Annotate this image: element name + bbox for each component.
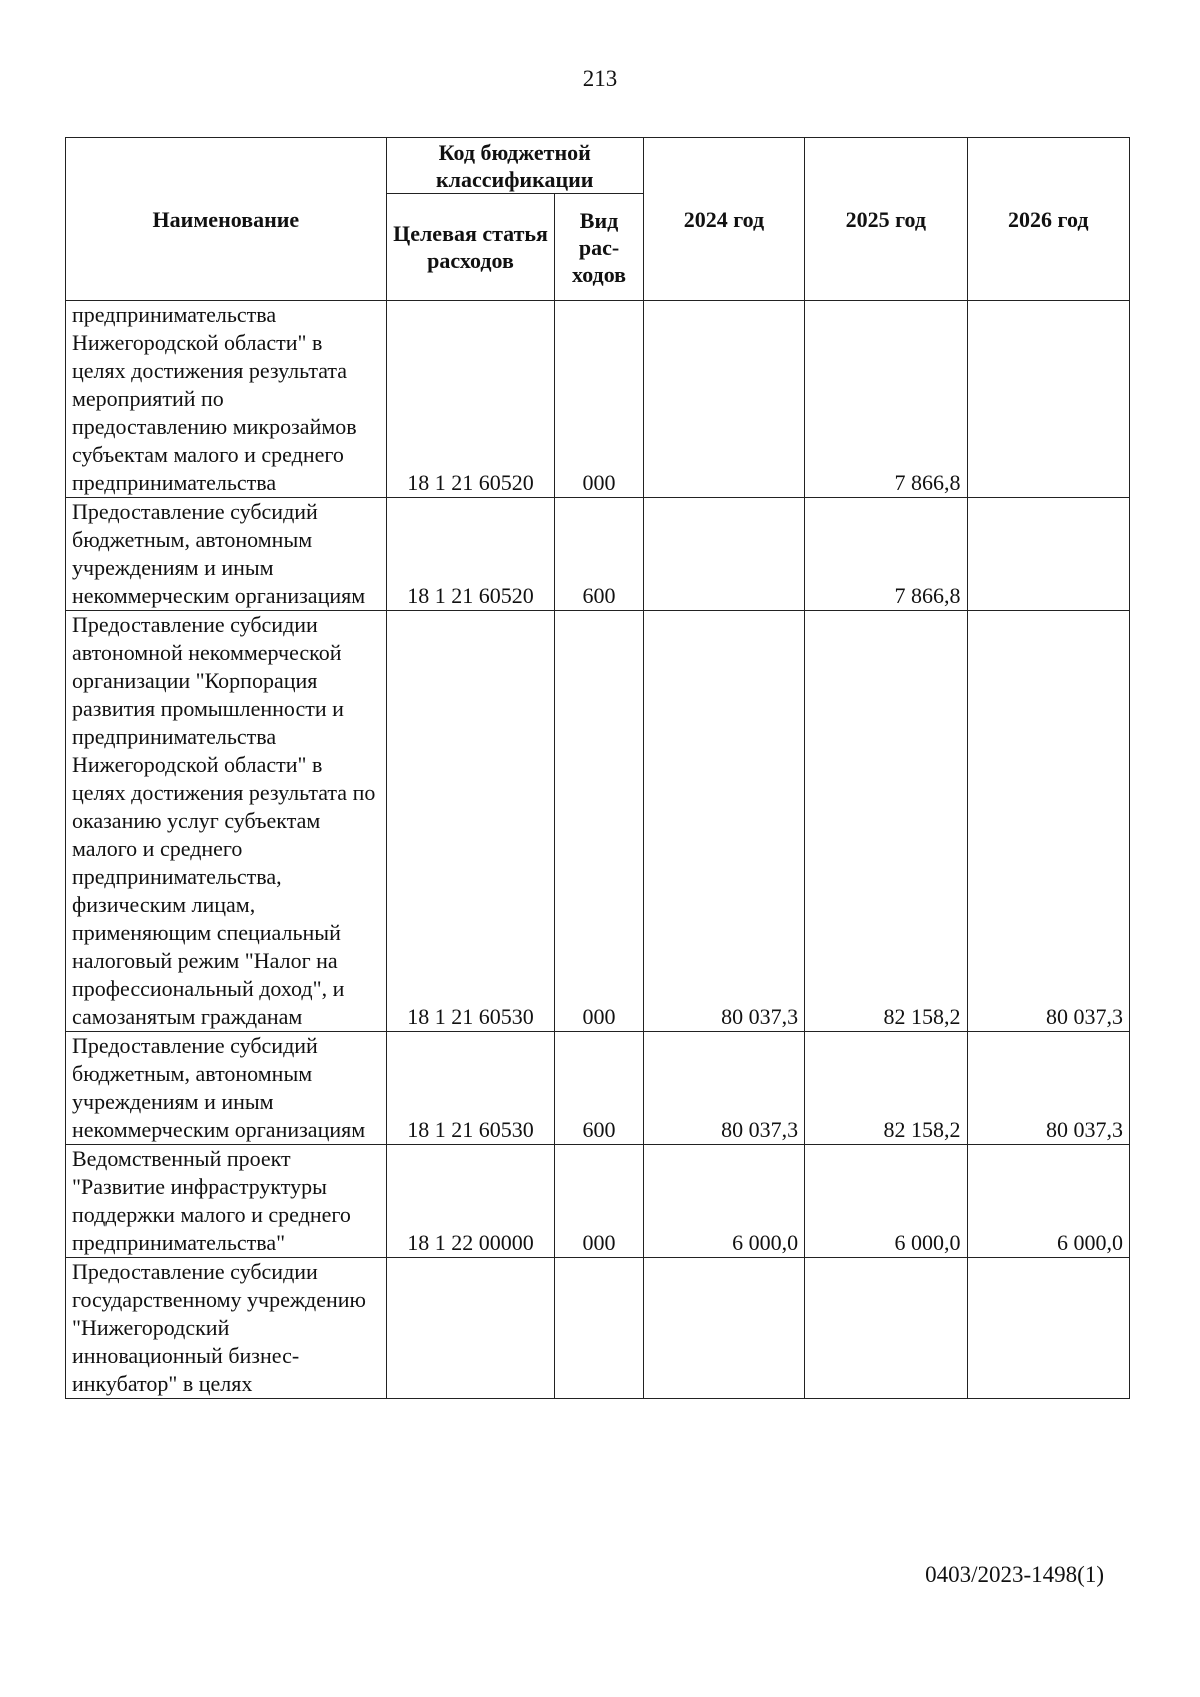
cell-2025: 7 866,8: [805, 498, 967, 611]
header-code-group: Код бюджетной классификации: [386, 138, 643, 194]
cell-2024: [643, 498, 804, 611]
header-2025: 2025 год: [805, 138, 967, 301]
header-name: Наименование: [66, 138, 387, 301]
header-target: Целевая статья расходов: [386, 194, 555, 301]
cell-2026: 6 000,0: [967, 1145, 1129, 1258]
cell-2025: 82 158,2: [805, 611, 967, 1032]
cell-kind: 600: [555, 1032, 643, 1145]
cell-2025: 6 000,0: [805, 1145, 967, 1258]
cell-name: предпринимательства Нижегородской области" в целях достижения результата мероприятий по предоставлению микрозаймов субъектам малого и среднего предпринимательства: [66, 301, 387, 498]
cell-name: Ведомственный проект "Развитие инфраструктуры поддержки малого и среднего предпринимательства": [66, 1145, 387, 1258]
cell-2024: 6 000,0: [643, 1145, 804, 1258]
header-2026: 2026 год: [967, 138, 1129, 301]
table-row: [66, 611, 1130, 1032]
cell-target: 18 1 21 60530: [386, 611, 555, 1032]
cell-name: Предоставление субсидии государственному учреждению "Нижегородский инновационный бизнес-инкубатор" в целях: [66, 1258, 387, 1399]
cell-2026: [967, 1258, 1129, 1399]
table-row: [66, 301, 1130, 498]
table-row: [66, 498, 1130, 611]
cell-2026: [967, 498, 1129, 611]
cell-2026: 80 037,3: [967, 611, 1129, 1032]
cell-kind: [555, 1258, 643, 1399]
cell-kind: 000: [555, 1145, 643, 1258]
cell-name: Предоставление субсидии автономной некоммерческой организации "Корпорация развития промышленности и предпринимательства Нижегородской области" в целях достижения результата по оказанию услуг субъектам малого и среднего предпринимательства, физическим лицам, применяющим специальный налоговый режим "Налог на профессиональный доход", и самозанятым гражданам: [66, 611, 387, 1032]
cell-2026: [967, 301, 1129, 498]
budget-table: [65, 137, 1130, 1399]
cell-kind: 000: [555, 301, 643, 498]
cell-2024: 80 037,3: [643, 1032, 804, 1145]
cell-2026: 80 037,3: [967, 1032, 1129, 1145]
cell-name: Предоставление субсидий бюджетным, автономным учреждениям и иным некоммерческим организациям: [66, 1032, 387, 1145]
document-code: 0403/2023-1498(1): [925, 1562, 1104, 1587]
cell-2025: 7 866,8: [805, 301, 967, 498]
cell-2024: [643, 301, 804, 498]
header-2024: 2024 год: [643, 138, 804, 301]
page-number: 213: [582, 66, 618, 91]
table-row: [66, 1145, 1130, 1258]
cell-kind: 000: [555, 611, 643, 1032]
cell-target: 18 1 21 60520: [386, 498, 555, 611]
table-row: [66, 1032, 1130, 1145]
cell-2025: 82 158,2: [805, 1032, 967, 1145]
cell-2024: 80 037,3: [643, 611, 804, 1032]
table-header: [66, 138, 1130, 301]
cell-target: 18 1 21 60530: [386, 1032, 555, 1145]
cell-2024: [643, 1258, 804, 1399]
table-body: [66, 301, 1130, 1399]
cell-target: [386, 1258, 555, 1399]
cell-target: 18 1 22 00000: [386, 1145, 555, 1258]
cell-kind: 600: [555, 498, 643, 611]
table-row: [66, 1258, 1130, 1399]
header-kind: Вид рас-ходов: [555, 194, 643, 301]
cell-name: Предоставление субсидий бюджетным, автономным учреждениям и иным некоммерческим организациям: [66, 498, 387, 611]
cell-2025: [805, 1258, 967, 1399]
cell-target: 18 1 21 60520: [386, 301, 555, 498]
